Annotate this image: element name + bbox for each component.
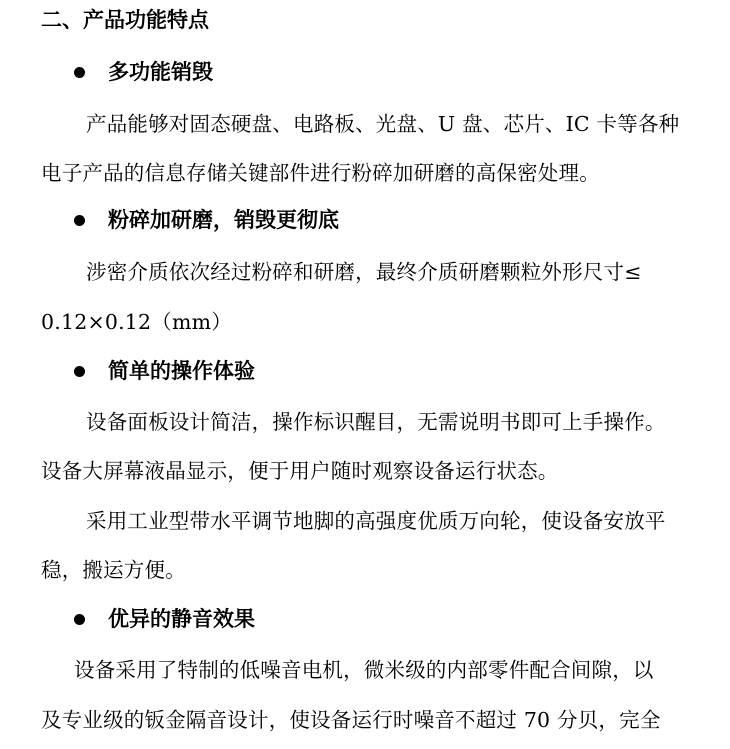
- paragraph-line: 采用工业型带水平调节地脚的高强度优质万向轮，使设备安放平: [86, 509, 666, 533]
- bullet-icon: [74, 614, 85, 625]
- bullet-icon: [74, 215, 85, 226]
- paragraph-line: 及专业级的钣金隔音设计，使设备运行时噪音不超过 70 分贝，完全: [41, 708, 661, 732]
- paragraph-line: 设备面板设计简洁，操作标识醒目，无需说明书即可上手操作。: [86, 410, 666, 434]
- feature-heading-text: 优异的静音效果: [108, 607, 255, 631]
- paragraph-line: 0.12×0.12（mm）: [41, 310, 232, 334]
- paragraph-line: 设备大屏幕液晶显示，便于用户随时观察设备运行状态。: [41, 459, 559, 483]
- feature-heading-text: 多功能销毁: [108, 60, 213, 84]
- paragraph-line: 设备采用了特制的低噪音电机，微米级的内部零件配合间隙，以: [74, 658, 654, 682]
- paragraph-line: 电子产品的信息存储关键部件进行粉碎加研磨的高保密处理。: [41, 161, 600, 185]
- feature-heading-text: 简单的操作体验: [108, 359, 255, 383]
- bullet-icon: [74, 366, 85, 377]
- section-title: 二、产品功能特点: [41, 8, 209, 32]
- paragraph-line: 产品能够对固态硬盘、电路板、光盘、U 盘、芯片、IC 卡等各种: [86, 112, 680, 136]
- feature-heading-text: 粉碎加研磨，销毁更彻底: [108, 208, 339, 232]
- paragraph-line: 稳，搬运方便。: [41, 558, 186, 582]
- bullet-icon: [74, 67, 85, 78]
- paragraph-line: 涉密介质依次经过粉碎和研磨，最终介质研磨颗粒外形尺寸≤: [86, 260, 642, 284]
